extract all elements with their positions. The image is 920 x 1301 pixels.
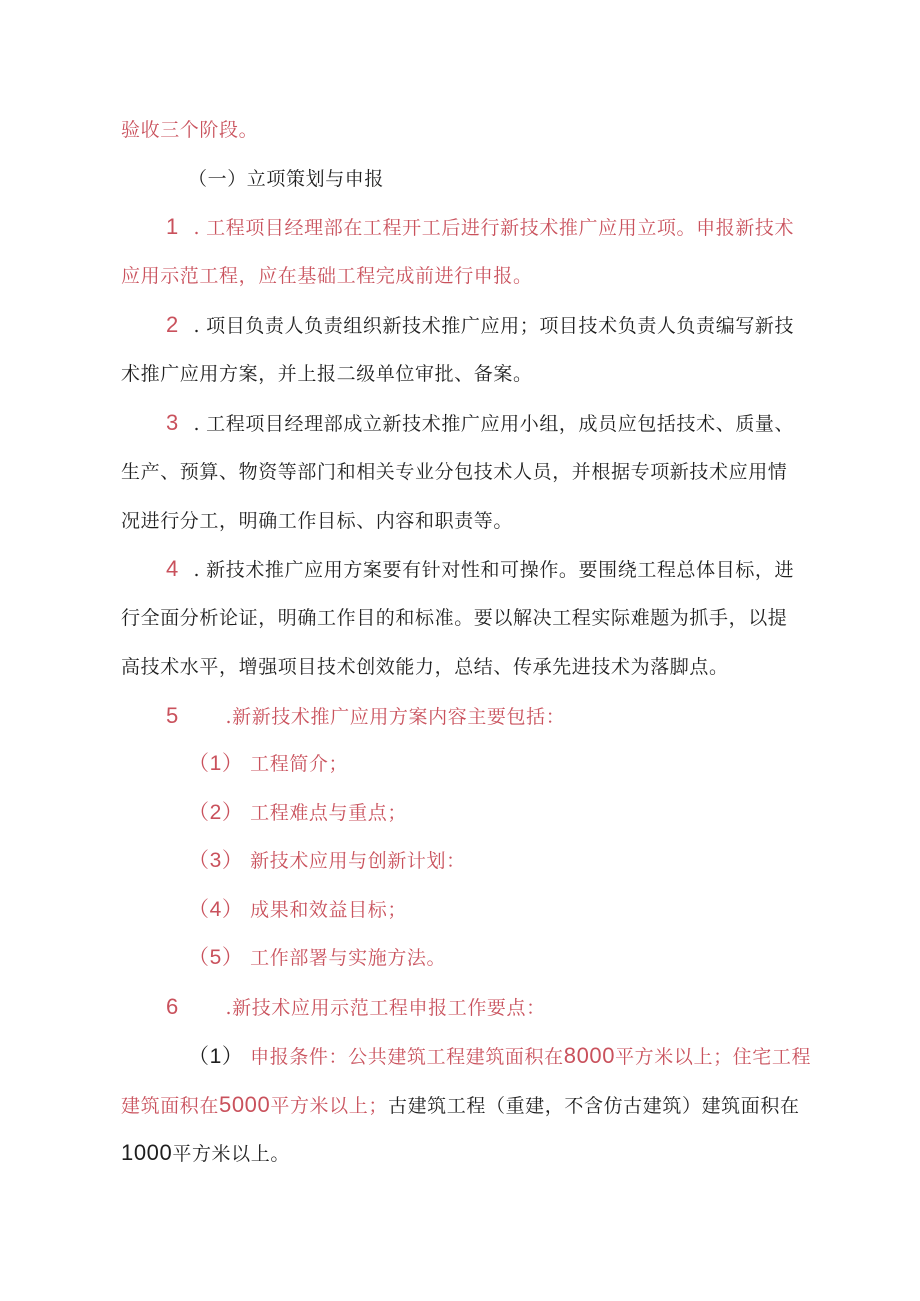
- sub-item-6-line-1: [188, 1043, 811, 1070]
- sub-item-1: [188, 751, 348, 777]
- item-3-line-2: [121, 459, 787, 485]
- item-2-line-2: [121, 361, 533, 387]
- sub-text: 平方米以上；住宅工程: [615, 1046, 812, 1068]
- text-stage-end: 验收三个阶段。: [121, 119, 259, 141]
- item-3-line-1: [166, 410, 794, 437]
- sub-text: 申报条件：公共建筑工程建筑面积在: [250, 1046, 564, 1068]
- section-heading: [188, 166, 384, 192]
- item-text: 项目负责人负责组织新技术推广应用；项目技术负责人负责编写新技: [206, 315, 795, 337]
- item-6-heading: [166, 994, 546, 1021]
- sub-item-5: [188, 945, 446, 971]
- sub-number: （4）: [188, 898, 244, 921]
- item-number: 4: [166, 556, 179, 581]
- sub-text: 建筑面积在: [121, 1095, 220, 1117]
- item-text: 高技术水平，增强项目技术创效能力，总结、传承先进技术为落脚点。: [121, 656, 729, 678]
- item-text: 生产、预算、物资等部门和相关专业分包技术人员，并根据专项新技术应用情: [121, 461, 788, 483]
- item-4-line-2: [121, 605, 787, 631]
- heading-text: （一）立项策划与申报: [188, 168, 385, 190]
- item-text: 术推广应用方案，并上报二级单位审批、备案。: [121, 363, 533, 385]
- item-dot: .: [193, 413, 201, 435]
- item-number: 5: [166, 703, 179, 728]
- item-1-line-1: [166, 214, 794, 241]
- item-dot: .: [193, 315, 201, 337]
- item-text: 行全面分析论证，明确工作目的和标准。要以解决工程实际难题为抓手，以提: [121, 607, 788, 629]
- sub-item-3: [188, 848, 466, 874]
- sub-text: 平方米以上；: [270, 1095, 388, 1117]
- item-number: 6: [166, 994, 179, 1019]
- item-dot: .: [193, 559, 201, 581]
- item-text: 工程项目经理部在工程开工后进行新技术推广应用立项。申报新技术: [206, 217, 795, 239]
- area-figure: 1000: [121, 1140, 173, 1165]
- sub-item-6-line-3: [121, 1140, 290, 1167]
- sub-text: 成果和效益目标；: [250, 899, 407, 921]
- text-line: [121, 117, 258, 143]
- item-4-line-1: [166, 556, 794, 583]
- item-5-heading: [166, 703, 565, 730]
- sub-text: 工作部署与实施方法。: [250, 947, 447, 969]
- item-text: .新技术应用示范工程申报工作要点：: [225, 997, 546, 1019]
- item-text: 况进行分工，明确工作目标、内容和职责等。: [121, 510, 514, 532]
- item-text: .新新技术推广应用方案内容主要包括：: [225, 706, 566, 728]
- sub-item-2: [188, 800, 407, 826]
- item-number: 3: [166, 410, 179, 435]
- item-4-line-3: [121, 654, 729, 680]
- item-3-line-3: [121, 508, 513, 534]
- item-text: 工程项目经理部成立新技术推广应用小组，成员应包括技术、质量、: [206, 413, 795, 435]
- item-2-line-1: [166, 312, 794, 339]
- item-1-line-2: [121, 263, 533, 289]
- item-number: 2: [166, 312, 179, 337]
- sub-text: 新技术应用与创新计划：: [250, 850, 466, 872]
- sub-number: （2）: [188, 801, 244, 824]
- sub-number: （1）: [188, 752, 244, 775]
- sub-text: 平方米以上。: [172, 1143, 290, 1165]
- area-figure: 5000: [219, 1092, 271, 1117]
- sub-item-6-line-2: [121, 1092, 800, 1119]
- sub-text: 古建筑工程（重建，不含仿古建筑）建筑面积在: [387, 1095, 800, 1117]
- item-text: 应用示范工程，应在基础工程完成前进行申报。: [121, 265, 533, 287]
- item-number: 1: [166, 214, 179, 239]
- sub-text: 工程简介；: [250, 753, 349, 775]
- sub-item-4: [188, 897, 407, 923]
- sub-text: 工程难点与重点；: [250, 802, 407, 824]
- sub-number: （5）: [188, 946, 244, 969]
- sub-number: （3）: [188, 849, 244, 872]
- sub-number: （1）: [188, 1045, 244, 1068]
- item-text: 新技术推广应用方案要有针对性和可操作。要围绕工程总体目标，进: [206, 559, 795, 581]
- area-figure: 8000: [563, 1043, 616, 1068]
- item-dot: .: [193, 217, 201, 239]
